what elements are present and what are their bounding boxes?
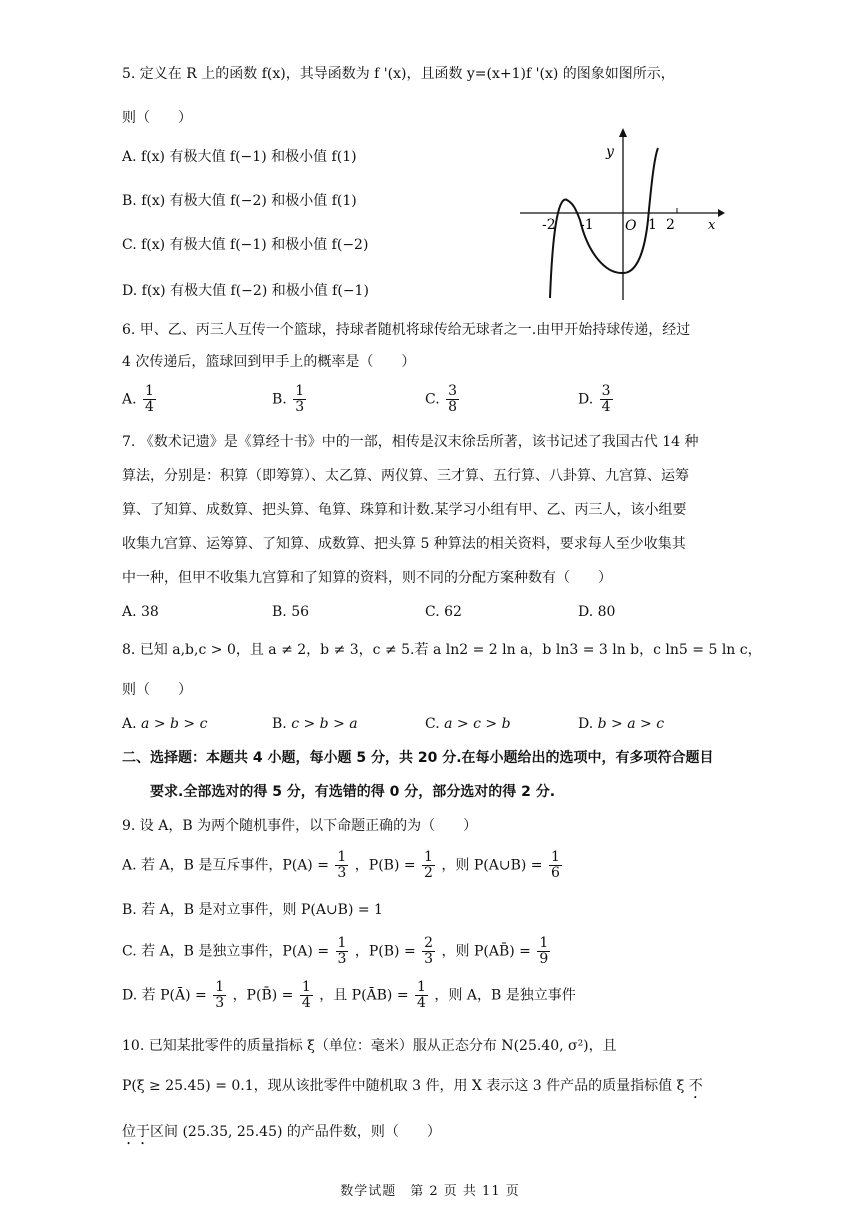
denominator: 6 [550,865,560,881]
option-text: f(x) 有极大值 f(−1) 和极小值 f(1) [141,149,357,165]
option-label: D. [578,604,594,620]
option-text: 38 [141,604,159,620]
fraction [293,384,306,415]
option-text: ，且 P(ĀB) = [319,987,409,1004]
denominator: 2 [424,865,433,881]
q5-option-d [122,280,369,300]
q10-line-2 [122,1076,703,1102]
denominator: 4 [417,995,426,1011]
option-text: ，P(B̄) = [232,987,294,1004]
q6-option-c [425,384,461,415]
option-text: 若 A，B 是独立事件，P(A) = [141,943,330,960]
fraction [335,850,348,881]
fraction [143,384,156,415]
q5-stem: 5. 定义在 R 上的函数 f(x)，其导函数为 f '(x)，且函数 y=(x+1)f '(x) 的图象如图所示， [122,66,675,82]
q8-option-a [122,714,207,734]
option-text: f(x) 有极大值 f(−2) 和极小值 f(−1) [141,283,369,299]
fraction [336,936,349,967]
denominator: 9 [539,951,549,967]
option-text: ，则 P(AB̄) = [441,943,531,960]
q7-option-c [425,602,462,622]
numerator: 3 [601,383,611,399]
option-label: D. [578,391,594,408]
option-label: C. [425,716,440,732]
numerator: 1 [301,979,311,995]
q7-line-3: 算、了知算、成数算、把头算、龟算、珠算和计数.某学习小组有甲、乙、丙三人，该小组要 [122,502,687,518]
option-text: ，则 A，B 是独立事件 [434,987,576,1004]
option-text: 62 [444,604,462,620]
tick-label--2: -2 [542,217,556,233]
numerator: 1 [337,849,347,865]
numerator: 1 [337,935,347,951]
option-label: C. [425,391,440,408]
option-label: B. [122,193,137,209]
option-label: C. [122,943,137,960]
option-label: A. [122,604,137,620]
numerator: 1 [145,383,154,399]
q9-option-c [122,936,552,967]
q8-option-c [425,714,511,734]
q7-option-a [122,602,159,622]
q8-then: 则（ ） [122,682,192,698]
option-text: b > a > c [597,716,665,732]
fraction [422,936,435,967]
q7-line-5: 中一种，但甲不收集九宫算和了知算的资料，则不同的分配方案种数有（ ） [122,570,612,586]
option-label: B. [272,391,287,408]
option-text: ，则 P(A∪B) = [441,857,543,874]
option-label: A. [122,149,137,165]
q10-line-3-emphasis: 位于 [122,1124,150,1140]
q8-option-b [272,714,358,734]
fraction [422,850,435,881]
q7-line-1: 7. 《数术记遗》是《算经十书》中的一部，相传是汉末徐岳所著，该书记述了我国古代 14 种 [122,434,699,450]
q9-option-b [122,900,383,920]
function-curve [550,148,658,298]
option-text: a > c > b [444,716,511,732]
q10-line-2-text: P(ξ ≥ 25.45) = 0.1，现从该批零件中随机取 3 件，用 X 表示这 3 件产品的质量指标值 ξ [122,1078,689,1094]
option-label: D. [578,716,594,732]
x-axis-arrow-icon [718,209,725,217]
option-text: 若 A，B 是对立事件，则 P(A∪B) = 1 [141,902,383,918]
q6-option-d [578,384,615,415]
option-text: f(x) 有极大值 f(−2) 和极小值 f(1) [141,193,357,209]
denominator: 3 [295,399,305,415]
option-label: A. [122,391,137,408]
option-label: C. [425,604,440,620]
q7-line-4: 收集九宫算、运筹算、了知算、成数算、把头算 5 种算法的相关资料，要求每人至少收集其 [122,536,686,552]
q8-stem: 8. 已知 a,b,c > 0，且 a ≠ 2，b ≠ 3，c ≠ 5.若 a ln2 = 2 ln a，b ln3 = 3 ln b，c ln5 = 5 ln c， [122,642,762,658]
q10-line-2-emphasis: 不 [688,1078,703,1094]
y-axis-label: y [606,144,614,160]
q8-option-d [578,714,664,734]
option-label: A. [122,716,137,732]
page-footer: 数学试题 第 2 页 共 11 页 [340,1184,520,1199]
fraction [600,384,613,415]
q6-option-b [272,384,308,415]
denominator: 4 [601,399,611,415]
option-label: B. [272,604,287,620]
fraction [549,850,562,881]
denominator: 3 [337,865,347,881]
numerator: 3 [448,383,458,399]
denominator: 3 [424,951,434,967]
denominator: 3 [337,951,347,967]
numerator: 1 [295,383,305,399]
option-text: 若 P(Ā) = [141,987,207,1004]
q10-line-3-text: 区间 (25.35, 25.45) 的产品件数，则（ ） [150,1124,441,1140]
q6-stem-2: 4 次传递后，篮球回到甲手上的概率是（ ） [122,354,416,370]
option-text: c > b > a [291,716,358,732]
denominator: 4 [301,995,311,1011]
fraction [415,980,428,1011]
q10-line-1: 10. 已知某批零件的质量指标 ξ（单位：毫米）服从正态分布 N(25.40, σ²)，且 [122,1038,617,1054]
tick-label--1: -1 [580,217,594,233]
denominator: 4 [145,399,154,415]
numerator: 1 [215,979,225,995]
q5-option-b [122,190,357,210]
q5-option-c [122,234,368,254]
option-text: a > b > c [141,716,208,732]
fraction [213,980,226,1011]
section2-heading-line-2: 要求.全部选对的得 5 分，有选错的得 0 分，部分选对的得 2 分. [150,784,556,800]
q5-then: 则（ ） [122,110,192,126]
q7-line-2: 算法，分别是：积算（即筹算）、太乙算、两仪算、三才算、五行算、八卦算、九宫算、运筹 [122,468,689,484]
q9-stem: 9. 设 A，B 为两个随机事件，以下命题正确的为（ ） [122,818,478,834]
origin-label: O [625,218,637,234]
option-text: 若 A，B 是互斥事件，P(A) = [141,857,329,874]
option-label: B. [272,716,287,732]
q6-stem: 6. 甲、乙、丙三人互传一个篮球，持球者随机将球传给无球者之一.由甲开始持球传递，经过 [122,322,691,338]
numerator: 1 [539,935,549,951]
option-text: 80 [597,604,616,620]
tick-label-2: 2 [666,217,675,233]
q5-function-graph [520,128,725,300]
option-text: ，P(B) = [354,857,416,874]
x-axis-label: x [708,218,716,233]
y-axis-arrow-icon [619,128,627,137]
numerator: 2 [424,935,434,951]
q7-option-d [578,602,615,622]
denominator: 8 [448,399,458,415]
fraction [446,384,459,415]
q9-option-d [122,980,576,1011]
option-label: C. [122,237,137,253]
q9-option-a [122,850,564,881]
denominator: 3 [215,995,225,1011]
option-text: 56 [291,604,310,620]
option-label: D. [122,987,138,1004]
option-text: ，P(B) = [354,943,416,960]
q6-option-a [122,384,158,415]
numerator: 1 [417,979,426,995]
q5-option-a [122,146,357,166]
option-label: A. [122,857,137,874]
section2-heading-line-1: 二、选择题：本题共 4 小题，每小题 5 分，共 20 分.在每小题给出的选项中，有多项符合题目 [122,750,714,766]
numerator: 1 [550,849,560,865]
fraction [537,936,550,967]
option-label: D. [122,283,138,299]
q7-option-b [272,602,309,622]
fraction [300,980,313,1011]
option-label: B. [122,902,137,918]
option-text: f(x) 有极大值 f(−1) 和极小值 f(−2) [141,237,369,253]
numerator: 1 [424,849,433,865]
q10-line-3 [122,1122,441,1148]
tick-label-1: 1 [648,217,657,233]
